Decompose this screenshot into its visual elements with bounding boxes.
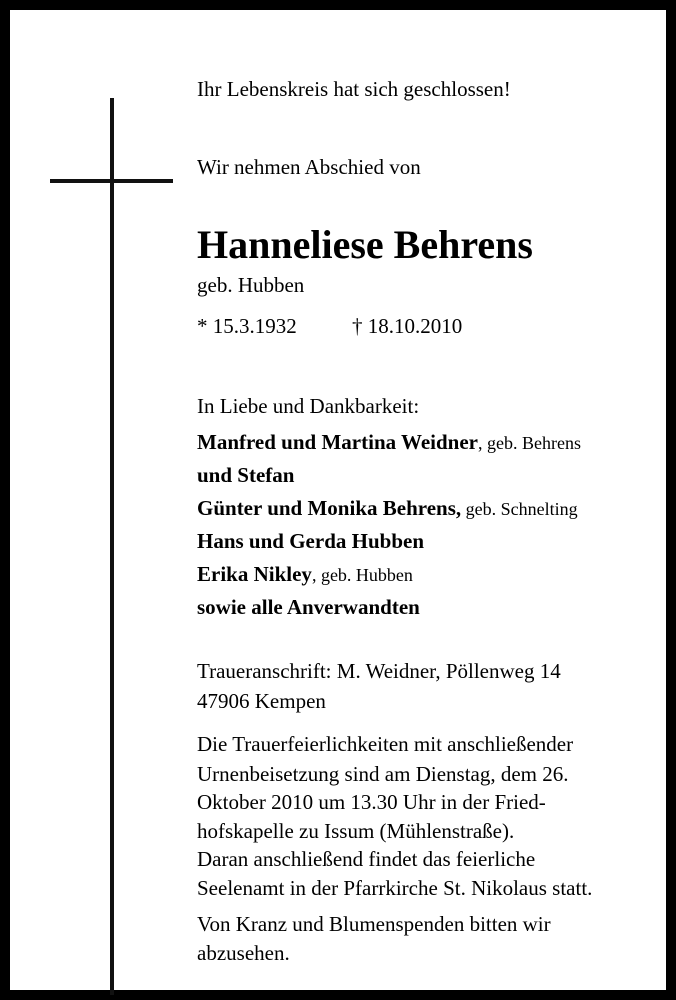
ceremony-line: hofskapelle zu Issum (Mühlenstraße). [197,819,515,843]
farewell-line: Wir nehmen Abschied von [197,155,421,179]
ceremony-line: Die Trauerfeierlichkeiten mit anschließender [197,732,574,756]
ceremony-line: Daran anschließend findet das feierliche [197,847,536,871]
deceased-name: Hanneliese Behrens [197,222,533,267]
life-dates [197,313,597,339]
closing-line: abzusehen. [197,941,290,965]
mourner-line [197,429,581,456]
mourners-intro: In Liebe und Dankbarkeit: [197,394,420,418]
mourner-line [197,462,294,488]
cross-icon-vertical [110,98,114,995]
mourner-suffix: , geb. Hubben [311,565,413,585]
mourner-line [197,561,413,588]
maiden-name: geb. Hubben [197,273,305,297]
death-date: † 18.10.2010 [352,314,463,338]
mourner-line [197,528,424,554]
ceremony-line: Urnenbeisetzung sind am Dienstag, dem 26. [197,762,569,786]
closing-line: Von Kranz und Blumenspenden bitten wir [197,912,551,936]
mourner-name: Erika Nikley [197,562,312,586]
mourner-name: sowie alle Anverwandten [197,595,420,619]
birth-date: * 15.3.1932 [197,314,297,338]
address-line: Traueranschrift: M. Weidner, Pöllenweg 14 [197,659,561,683]
mourner-name: und Stefan [197,463,295,487]
cross-icon-horizontal [50,179,173,183]
mourner-suffix: , geb. Behrens [478,433,581,453]
mourner-line [197,594,420,620]
ceremony-line: Oktober 2010 um 13.30 Uhr in der Fried- [197,790,546,814]
mourner-name: Hans und Gerda Hubben [197,529,425,553]
mourner-name: Günter und Monika Behrens, [197,496,462,520]
ceremony-line: Seelenamt in der Pfarrkirche St. Nikolaus statt. [197,876,593,900]
mourner-name: Manfred und Martina Weidner [197,430,478,454]
address-line: 47906 Kempen [197,689,326,713]
mourner-line [197,495,578,522]
mourner-suffix: geb. Schnelting [461,499,578,519]
heading-line: Ihr Lebenskreis hat sich geschlossen! [197,77,511,101]
